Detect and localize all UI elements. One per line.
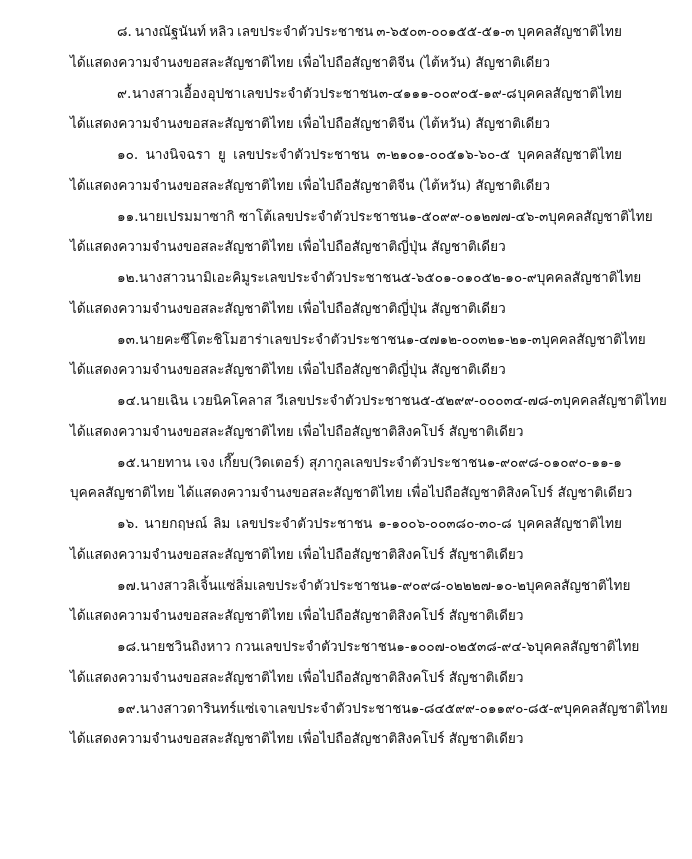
entry-number: ๑๐. xyxy=(117,147,139,163)
nationality-status: บุคคลสัญชาติไทย xyxy=(517,147,622,163)
id-label: เลขประจำตัวประชาชน xyxy=(237,24,374,40)
entry-list xyxy=(70,17,668,755)
person-name: นายทาน เจง เกี๊ยบ xyxy=(140,454,249,471)
entry-number: ๑๙. xyxy=(117,700,140,717)
person-surname: แซ่เจา xyxy=(236,700,275,717)
person-name: นางนิจฉรา xyxy=(145,147,211,163)
nationality-status: บุคคลสัญชาติไทย xyxy=(517,516,622,532)
entry-number: ๑๕. xyxy=(117,454,141,471)
id-label: เลขประจำตัวประชาชน xyxy=(283,393,421,409)
nationality-status: บุคคลสัญชาติไทย xyxy=(517,85,622,102)
person-name: นายคะซึโตะ xyxy=(139,331,214,348)
entry-8 xyxy=(70,17,622,79)
id-number: ๕-๖๕๐๑-๐๑๐๕๒-๑๐-๙ xyxy=(400,270,537,286)
entry-18 xyxy=(70,632,640,694)
person-name: นางสาวเอื้อง xyxy=(132,85,207,102)
entry-13-line2: ได้แสดงความจำนงขอสละสัญชาติไทย เพื่อไปถือสัญชาติญี่ปุ่น สัญชาติเดียว xyxy=(70,362,506,379)
person-surname: ถิงหาว กวน xyxy=(191,639,261,655)
entry-11 xyxy=(70,202,653,264)
entry-number: ๑๗. xyxy=(117,577,141,594)
id-number: ๑-๔๗๑๒-๐๐๓๒๑-๒๑-๓ xyxy=(405,331,542,348)
person-surname: อุปชา xyxy=(207,85,242,102)
entry-19 xyxy=(70,694,668,756)
person-name: นางสาวนามิเอะ xyxy=(138,270,233,286)
id-label: เลขประจำตัวประชาชน xyxy=(269,331,406,348)
entry-15 xyxy=(70,448,633,510)
entry-13-line1 xyxy=(70,325,646,356)
entry-number: ๑๓. xyxy=(117,331,140,348)
entry-12-line2: ได้แสดงความจำนงขอสละสัญชาติไทย เพื่อไปถือสัญชาติญี่ปุ่น สัญชาติเดียว xyxy=(70,300,506,317)
entry-13 xyxy=(70,325,646,387)
entry-number: ๑๘. xyxy=(117,639,141,655)
id-number: ๓-๒๑๐๑-๐๐๕๑๖-๖๐-๕ xyxy=(376,147,511,163)
person-surname: แซ่ลิ่ม xyxy=(217,577,253,594)
person-surname: มาซากิ ซาโต้ xyxy=(193,208,273,225)
person-name: นายกฤษณ์ xyxy=(144,516,208,532)
person-surname: หลิว xyxy=(209,24,235,40)
entry-number: ๑๑. xyxy=(117,208,139,225)
entry-9-line1 xyxy=(70,79,622,110)
entry-8-line1 xyxy=(70,17,622,48)
entry-9 xyxy=(70,79,622,141)
entry-19-line1 xyxy=(70,694,668,725)
id-label: เลขประจำตัวประชาชน xyxy=(233,147,370,163)
entry-18-line1 xyxy=(70,632,640,663)
id-number: ๑-๑๐๐๗-๐๒๕๓๘-๙๔-๖ xyxy=(396,639,535,655)
id-number: ๑-๙๐๙๘-๐๒๒๒๗-๑๐-๒ xyxy=(389,577,526,594)
nationality-status: บุคคลสัญชาติไทย xyxy=(534,639,640,655)
id-number: ๑-๕๐๙๙-๐๑๒๗๗-๔๖-๓ xyxy=(408,208,549,225)
entry-number: ๑๔. xyxy=(117,393,141,409)
entry-10-line2: ได้แสดงความจำนงขอสละสัญชาติไทย เพื่อไปถือสัญชาติจีน (ไต้หวัน) สัญชาติเดียว xyxy=(70,177,550,194)
nationality-status: บุคคลสัญชาติไทย xyxy=(526,577,631,594)
nationality-status: บุคคลสัญชาติไทย xyxy=(562,393,667,409)
entry-16-line2: ได้แสดงความจำนงขอสละสัญชาติไทย เพื่อไปถือสัญชาติสิงคโปร์ สัญชาติเดียว xyxy=(70,546,524,563)
entry-9-line2: ได้แสดงความจำนงขอสละสัญชาติไทย เพื่อไปถือสัญชาติจีน (ไต้หวัน) สัญชาติเดียว xyxy=(70,116,550,133)
entry-12 xyxy=(70,263,642,325)
nationality-status: บุคคลสัญชาติไทย xyxy=(541,331,646,348)
id-label: เลขประจำตัวประชาชน xyxy=(274,700,411,717)
nationality-status: บุคคลสัญชาติไทย xyxy=(517,24,622,40)
entry-14 xyxy=(70,386,667,448)
person-surname: คิมูระ xyxy=(232,270,265,286)
entry-10 xyxy=(70,140,622,202)
entry-17 xyxy=(70,571,631,633)
entry-16-line1 xyxy=(70,509,622,540)
entry-11-line1 xyxy=(70,202,653,233)
person-surname: นิคโคลาส วี xyxy=(212,393,284,409)
id-label: เลขประจำตัวประชาชน xyxy=(260,639,397,655)
entry-number: ๘. xyxy=(117,24,132,40)
id-label: เลขประจำตัวประชาชน xyxy=(236,516,373,532)
entry-number: ๙. xyxy=(117,85,132,102)
entry-number: ๑๖. xyxy=(117,516,139,532)
entry-16 xyxy=(70,509,622,571)
entry-18-line2: ได้แสดงความจำนงขอสละสัญชาติไทย เพื่อไปถือสัญชาติสิงคโปร์ สัญชาติเดียว xyxy=(70,669,524,686)
entry-11-line2: ได้แสดงความจำนงขอสละสัญชาติไทย เพื่อไปถือสัญชาติญี่ปุ่น สัญชาติเดียว xyxy=(70,239,506,256)
id-label: เลขประจำตัวประชาชน xyxy=(241,85,379,102)
id-number: ๓-๔๑๑๑-๐๐๙๐๕-๑๙-๘ xyxy=(378,85,517,102)
person-surname: ลิม xyxy=(213,516,231,532)
entry-17-line1 xyxy=(70,571,631,602)
id-number: ๑-๑๐๐๖-๐๐๓๘๐-๓๐-๘ xyxy=(378,516,512,532)
id-number: ๕-๕๒๙๙-๐๐๐๓๔-๗๘-๓ xyxy=(420,393,563,409)
entry-8-line2: ได้แสดงความจำนงขอสละสัญชาติไทย เพื่อไปถือสัญชาติจีน (ไต้หวัน) สัญชาติเดียว xyxy=(70,54,550,71)
id-label: เลขประจำตัวประชาชน xyxy=(252,577,389,594)
entry-12-line1 xyxy=(70,263,642,294)
person-name: นางสาวลิเจิ้น xyxy=(140,577,218,594)
nationality-status: บุคคลสัญชาติไทย xyxy=(563,700,668,717)
entry-14-line2: ได้แสดงความจำนงขอสละสัญชาติไทย เพื่อไปถือสัญชาติสิงคโปร์ สัญชาติเดียว xyxy=(70,423,524,440)
entry-19-line2: ได้แสดงความจำนงขอสละสัญชาติไทย เพื่อไปถือสัญชาติสิงคโปร์ สัญชาติเดียว xyxy=(70,731,524,748)
person-surname: ชิโมฮาร่า xyxy=(213,331,270,348)
id-label: เลขประจำตัวประชาชน xyxy=(350,454,487,471)
entry-number: ๑๒. xyxy=(117,270,139,286)
entry-17-line2: ได้แสดงความจำนงขอสละสัญชาติไทย เพื่อไปถือสัญชาติสิงคโปร์ สัญชาติเดียว xyxy=(70,608,524,625)
person-name: นางณัฐนันท์ xyxy=(134,24,207,40)
person-name: นายเปรม xyxy=(138,208,194,225)
person-surname: (วิดเตอร์) สุภากูล xyxy=(248,454,351,471)
id-label: เลขประจำตัวประชาชน xyxy=(264,270,401,286)
nationality-status: บุคคลสัญชาติไทย xyxy=(536,270,642,286)
id-number: ๑-๙๐๙๘-๐๑๐๙๐-๑๑-๑ xyxy=(486,454,622,471)
id-label: เลขประจำตัวประชาชน xyxy=(272,208,409,225)
person-name: นายเฉิน เวย xyxy=(140,393,213,409)
person-name: นายชวิน xyxy=(140,639,192,655)
entry-15-line1 xyxy=(70,448,622,479)
id-number: ๓-๖๕๐๓-๐๐๑๕๕-๕๑-๓ xyxy=(376,24,515,40)
entry-10-line1 xyxy=(70,140,622,171)
person-surname: ยู xyxy=(217,147,226,163)
entry-14-line1 xyxy=(70,386,667,417)
nationality-status: บุคคลสัญชาติไทย xyxy=(548,208,653,225)
id-number: ๑-๘๔๕๙๙-๐๑๑๙๐-๘๕-๙ xyxy=(410,700,564,717)
person-name: นางสาวดารินทร์ xyxy=(139,700,237,717)
entry-15-line2: บุคคลสัญชาติไทย ได้แสดงความจำนงขอสละสัญชาติไทย เพื่อไปถือสัญชาติสิงคโปร์ สัญชาติเดียว xyxy=(70,485,633,502)
